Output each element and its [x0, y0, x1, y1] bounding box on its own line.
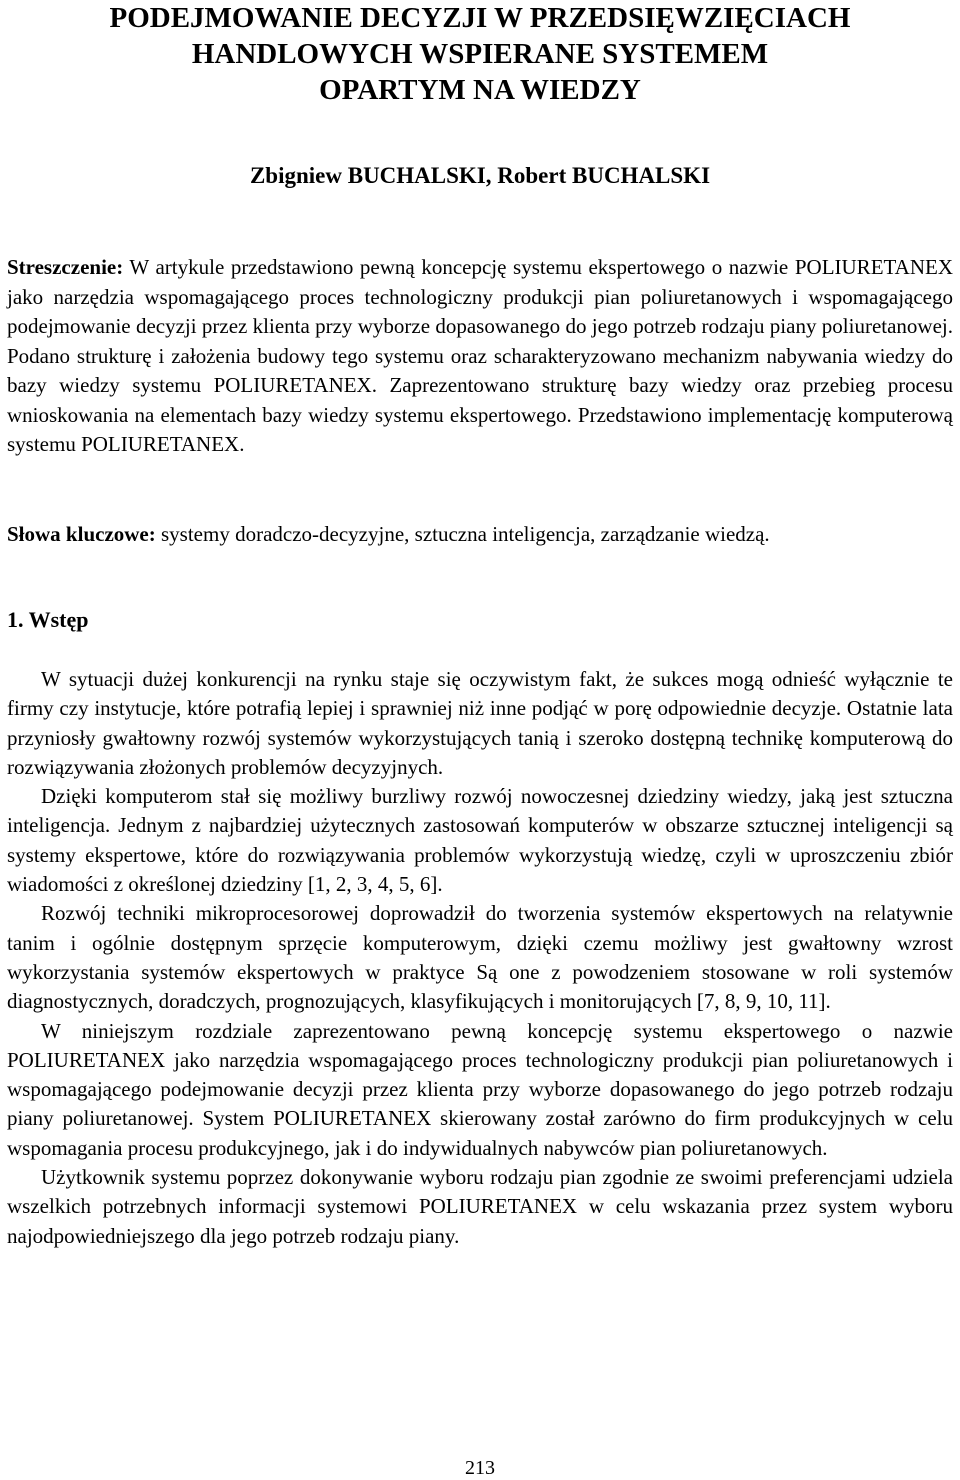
abstract — [7, 253, 953, 460]
keywords-label: Słowa kluczowe: — [7, 522, 156, 546]
abstract-label: Streszczenie: — [7, 255, 124, 279]
title-line: OPARTYM NA WIEDZY — [319, 74, 641, 106]
paragraph: Rozwój techniki mikroprocesorowej doprowadził do tworzenia systemów ekspertowych na relatywnie tanim i ogólnie dostępnym sprzęcie komputerowym, dzięki czemu możliwy jest gwałtowny wzrost wykorzystania systemów ekspertowych w praktyce Są one z powodzeniem stosowane w roli systemów diagnostycznych, doradczych, prognozujących, klasyfikujących i monitorujących [7, 8, 9, 10, 11]. — [7, 901, 953, 1014]
paragraph: Użytkownik systemu poprzez dokonywanie wyboru rodzaju pian zgodnie ze swoimi preferencjami udziela wszelkich potrzebnych informacji systemowi POLIURETANEX w celu wskazania przez system wyboru najodpowiedniejszego dla jego potrzeb rodzaju piany. — [7, 1165, 953, 1248]
title-line: PODEJMOWANIE DECYZJI W PRZEDSIĘWZIĘCIACH — [109, 2, 851, 34]
paragraph: Dzięki komputerom stał się możliwy burzliwy rozwój nowoczesnej dziedziny wiedzy, jaką jest sztuczna inteligencja. Jednym z najbardziej użytecznych zastosowań komputerów w obszarze sztucznej inteligencji są systemy ekspertowe, które do rozwiązywania problemów wykorzystują wiedzę, czyli w uproszczeniu zbiór wiadomości z określonej dziedziny [1, 2, 3, 4, 5, 6]. — [7, 784, 953, 897]
section-body — [7, 665, 953, 1251]
section-heading: 1. Wstęp — [7, 607, 89, 632]
paper-title — [7, 0, 953, 108]
paragraph: W sytuacji dużej konkurencji na rynku staje się oczywistym fakt, że sukces mogą odnieść wyłącznie te firmy czy instytucje, które potrafią lepiej i sprawniej niż inne podjąć w porę odpowiednie decyzje. Ostatnie lata przyniosły gwałtowny rozwój systemów wykorzystujących tanią i szeroko dostępną technikę komputerową do rozwiązywania złożonych problemów decyzyjnych. — [7, 667, 953, 779]
authors: Zbigniew BUCHALSKI, Robert BUCHALSKI — [249, 163, 711, 188]
abstract-text: W artykule przedstawiono pewną koncepcję systemu ekspertowego o nazwie POLIURETANEX jako narzędzia wspomagającego proces technologiczny produkcji pian poliuretanowych i wspomagającego podejmowanie decyzji przez klienta przy wyborze dopasowanego do jego potrzeb rodzaju piany poliuretanowej. Podano strukturę i założenia budowy tego systemu oraz scharakteryzowano mechanizm nabywania wiedzy do bazy wiedzy systemu POLIURETANEX. Zaprezentowano strukturę bazy wiedzy oraz przebieg procesu wnioskowania na elementach bazy wiedzy systemu ekspertowego. Przedstawiono implementację komputerową systemu POLIURETANEX. — [7, 255, 953, 456]
paragraph: W niniejszym rozdziale zaprezentowano pewną koncepcję systemu ekspertowego o nazwie POLIURETANEX jako narzędzia wspomagającego proces technologiczny produkcji pian poliuretanowych i wspomagającego podejmowanie decyzji przez klienta przy wyborze dopasowanego do jego potrzeb rodzaju piany poliuretanowej. System POLIURETANEX skierowany został zarówno do firm produkcyjnych w celu wspomagania procesu produkcyjnego, jak i do indywidualnych nabywców pian poliuretanowych. — [7, 1018, 953, 1160]
page-number: 213 — [465, 1457, 495, 1479]
title-line: HANDLOWYCH WSPIERANE SYSTEMEM — [191, 38, 769, 70]
keywords-text: systemy doradczo-decyzyjne, sztuczna inteligencja, zarządzanie wiedzą. — [155, 522, 770, 546]
keywords — [7, 520, 953, 549]
paper-page — [7, 0, 953, 1479]
